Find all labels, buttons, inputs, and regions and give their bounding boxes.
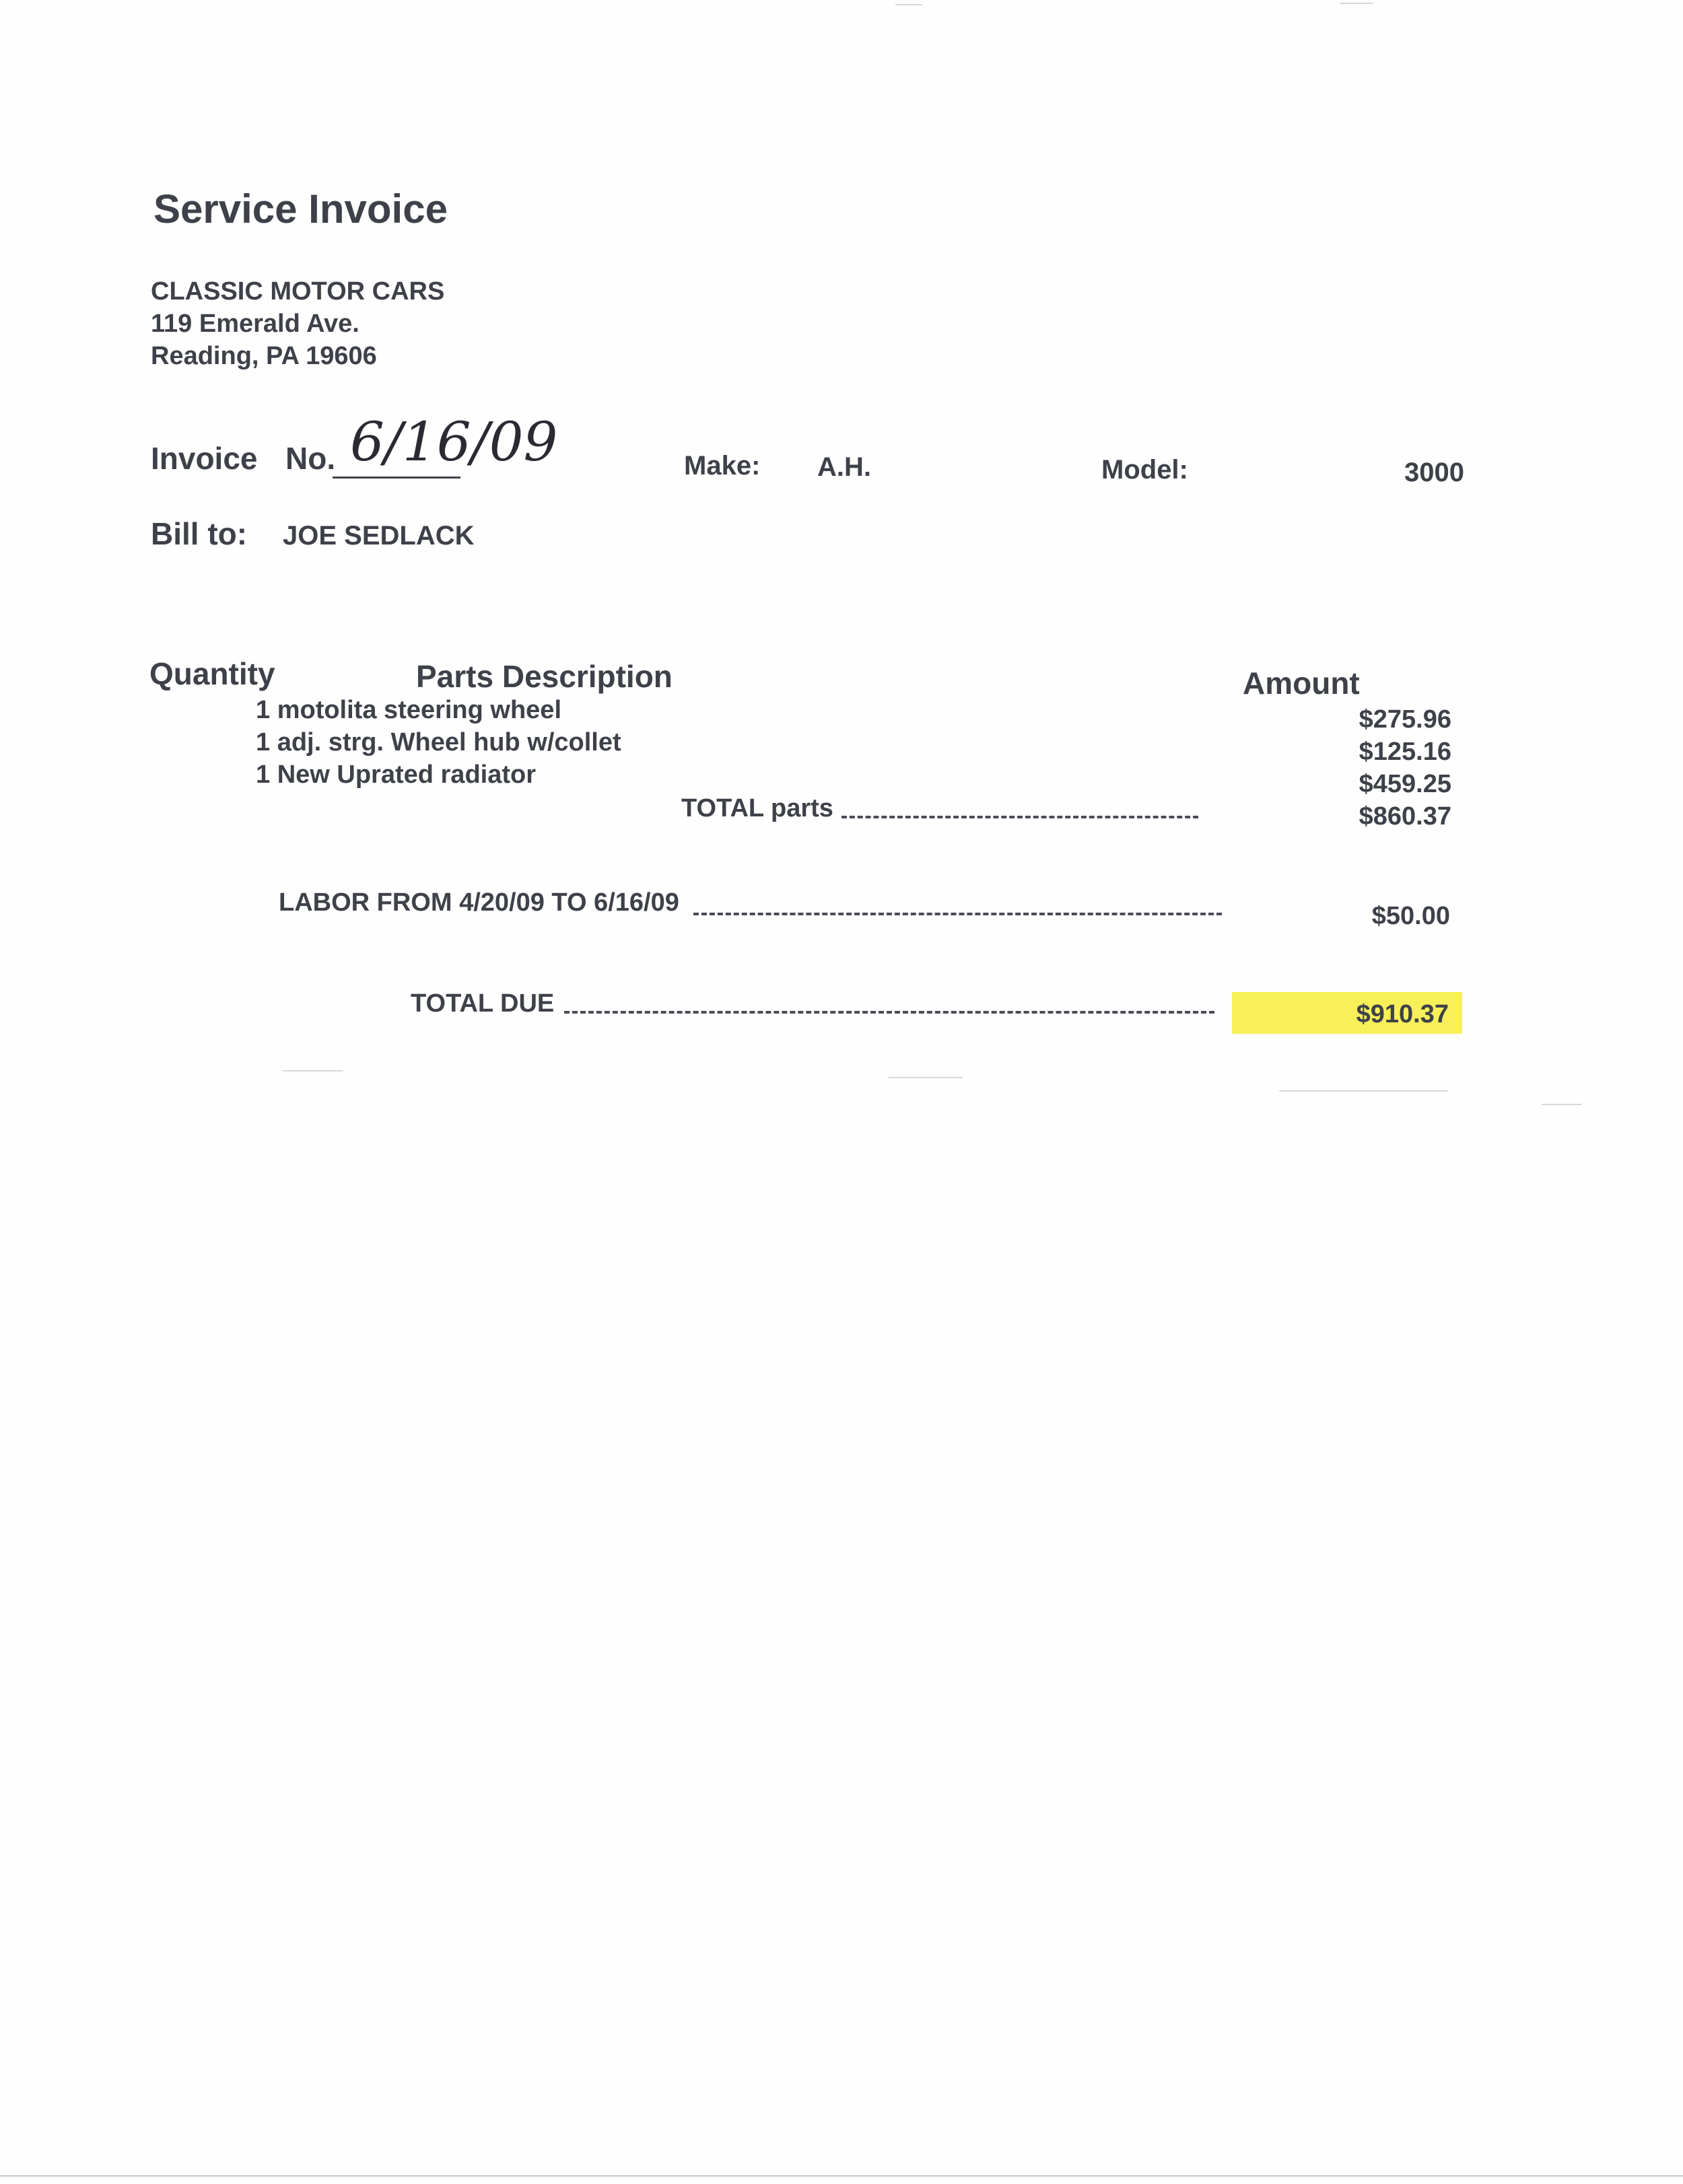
make-value: A.H. xyxy=(817,452,871,482)
invoice-number-handwritten: 6/16/09 xyxy=(350,411,558,473)
total-parts-amount: $860.37 xyxy=(1359,802,1451,831)
row-amount: $459.25 xyxy=(1359,770,1451,798)
company-street: 119 Emerald Ave. xyxy=(151,310,359,338)
scan-speck xyxy=(283,1070,343,1071)
company-city: Reading, PA 19606 xyxy=(151,342,377,370)
model-value: 3000 xyxy=(1404,458,1464,487)
scan-speck xyxy=(1542,1104,1582,1105)
total-due-leader xyxy=(564,1011,1214,1014)
header-description: Parts Description xyxy=(416,659,673,694)
invoice-no-label: No. xyxy=(285,441,336,476)
labor-amount: $50.00 xyxy=(1371,902,1450,930)
labor-label: LABOR FROM 4/20/09 TO 6/16/09 xyxy=(279,888,679,917)
scan-speck xyxy=(889,1077,963,1078)
page-title: Service Invoice xyxy=(153,186,448,232)
total-due-label: TOTAL DUE xyxy=(411,989,555,1018)
total-parts-leader xyxy=(842,816,1198,818)
model-label: Model: xyxy=(1101,455,1188,485)
bill-to-label: Bill to: xyxy=(151,516,248,551)
table-row: 1 motolita steering wheel xyxy=(256,696,561,724)
scan-edge-line xyxy=(0,2175,1683,2177)
header-quantity: Quantity xyxy=(149,656,275,691)
table-row: 1 adj. strg. Wheel hub w/collet xyxy=(256,728,621,756)
invoice-label: Invoice xyxy=(151,441,258,476)
make-label: Make: xyxy=(684,451,761,481)
company-name: CLASSIC MOTOR CARS xyxy=(151,277,445,306)
row-amount: $275.96 xyxy=(1359,705,1451,734)
bill-to-value: JOE SEDLACK xyxy=(283,521,475,551)
row-amount: $125.16 xyxy=(1359,738,1451,766)
scan-speck xyxy=(1340,3,1373,4)
table-row: 1 New Uprated radiator xyxy=(256,761,536,789)
scan-speck xyxy=(1279,1090,1447,1092)
invoice-number-underline xyxy=(333,477,460,479)
header-amount: Amount xyxy=(1243,666,1360,701)
labor-leader xyxy=(693,913,1222,915)
scan-speck xyxy=(895,4,922,5)
total-parts-label: TOTAL parts xyxy=(681,794,833,822)
total-due-amount: $910.37 xyxy=(1356,1000,1449,1028)
